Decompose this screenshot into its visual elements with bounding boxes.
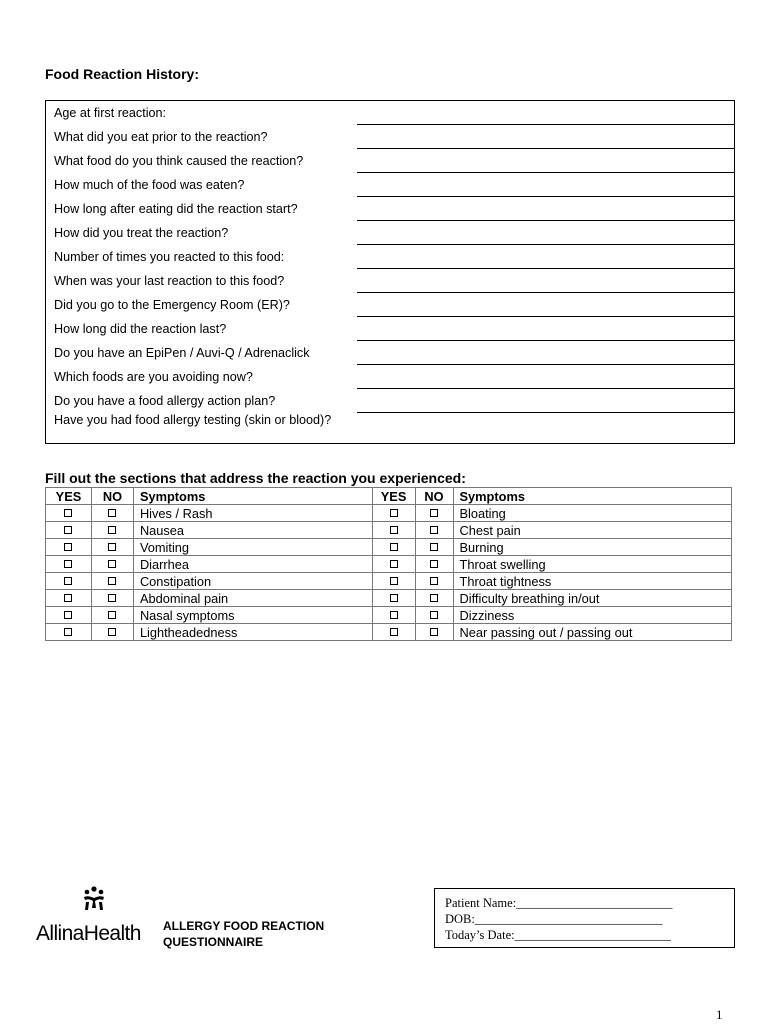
no-checkbox[interactable] [430, 577, 438, 585]
yes-checkbox[interactable] [64, 577, 72, 585]
brand-wordmark: AllinaHealth [36, 922, 141, 944]
history-question: How long did the reaction last? [54, 322, 227, 336]
no-checkbox[interactable] [108, 560, 116, 568]
no-checkbox[interactable] [108, 577, 116, 585]
no-cell [91, 556, 133, 573]
no-cell [91, 607, 133, 624]
symptom-label: Nasal symptoms [133, 607, 372, 624]
answer-line[interactable] [357, 244, 734, 245]
symptom-label: Bloating [453, 505, 731, 522]
no-cell [415, 573, 453, 590]
table-row [46, 556, 732, 573]
yes-checkbox[interactable] [390, 594, 398, 602]
symptom-label: Burning [453, 539, 731, 556]
history-question: What did you eat prior to the reaction? [54, 130, 268, 144]
column-header-no: NO [91, 488, 133, 505]
yes-cell [46, 539, 92, 556]
table-row [46, 607, 732, 624]
no-checkbox[interactable] [108, 509, 116, 517]
section-title-food-reaction-history: Food Reaction History: [45, 66, 200, 82]
history-question: When was your last reaction to this food? [54, 274, 285, 288]
yes-cell [46, 505, 92, 522]
column-header-symptoms: Symptoms [133, 488, 372, 505]
history-question: How much of the food was eaten? [54, 178, 245, 192]
answer-line[interactable] [357, 124, 734, 125]
table-row [46, 573, 732, 590]
table-row [46, 505, 732, 522]
no-checkbox[interactable] [108, 611, 116, 619]
answer-line[interactable] [357, 388, 734, 389]
yes-cell [372, 590, 415, 607]
no-checkbox[interactable] [430, 526, 438, 534]
yes-cell [46, 522, 92, 539]
yes-cell [372, 522, 415, 539]
no-cell [415, 590, 453, 607]
history-question: Do you have an EpiPen / Auvi-Q / Adrenaclick [54, 346, 310, 360]
yes-checkbox[interactable] [390, 611, 398, 619]
yes-cell [46, 573, 92, 590]
yes-cell [372, 573, 415, 590]
symptom-label: Lightheadedness [133, 624, 372, 641]
yes-checkbox[interactable] [64, 543, 72, 551]
symptom-label: Constipation [133, 573, 372, 590]
history-question: How did you treat the reaction? [54, 226, 229, 240]
no-checkbox[interactable] [108, 628, 116, 636]
symptom-label: Abdominal pain [133, 590, 372, 607]
yes-cell [372, 539, 415, 556]
table-row [46, 539, 732, 556]
table-row [46, 522, 732, 539]
history-question: Have you had food allergy testing (skin or blood)? [54, 413, 332, 427]
yes-cell [372, 556, 415, 573]
no-checkbox[interactable] [108, 526, 116, 534]
column-header-symptoms: Symptoms [453, 488, 731, 505]
allina-health-logo-graphic [36, 886, 156, 944]
answer-line[interactable] [357, 316, 734, 317]
table-header-row [46, 488, 732, 505]
yes-checkbox[interactable] [64, 526, 72, 534]
symptom-label: Difficulty breathing in/out [453, 590, 731, 607]
food-reaction-history-table [45, 100, 735, 444]
yes-checkbox[interactable] [64, 628, 72, 636]
no-checkbox[interactable] [108, 543, 116, 551]
history-question: Do you have a food allergy action plan? [54, 394, 276, 408]
symptom-label: Near passing out / passing out [453, 624, 731, 641]
yes-cell [46, 590, 92, 607]
yes-checkbox[interactable] [64, 509, 72, 517]
section-title-symptoms: Fill out the sections that address the reaction you experienced: [45, 470, 466, 486]
history-question: Which foods are you avoiding now? [54, 370, 253, 384]
document-title [163, 918, 324, 950]
answer-line[interactable] [357, 340, 734, 341]
yes-cell [46, 624, 92, 641]
history-question: How long after eating did the reaction start? [54, 202, 298, 216]
yes-checkbox[interactable] [390, 526, 398, 534]
answer-line[interactable] [357, 364, 734, 365]
document-title-line-2: QUESTIONNAIRE [163, 935, 264, 949]
no-cell [415, 505, 453, 522]
symptom-label: Dizziness [453, 607, 731, 624]
no-checkbox[interactable] [430, 611, 438, 619]
history-question: Age at first reaction: [54, 106, 166, 120]
yes-checkbox[interactable] [390, 628, 398, 636]
no-cell [91, 522, 133, 539]
no-checkbox[interactable] [108, 594, 116, 602]
no-checkbox[interactable] [430, 628, 438, 636]
answer-line[interactable] [357, 292, 734, 293]
no-checkbox[interactable] [430, 594, 438, 602]
no-cell [415, 556, 453, 573]
no-cell [91, 590, 133, 607]
symptom-label: Vomiting [133, 539, 372, 556]
allina-health-logo [36, 886, 156, 949]
symptom-label: Chest pain [453, 522, 731, 539]
no-cell [415, 607, 453, 624]
yes-checkbox[interactable] [64, 611, 72, 619]
page-number: 1 [716, 1007, 723, 1022]
document-title-line-1: ALLERGY FOOD REACTION [163, 919, 325, 933]
answer-line[interactable] [357, 268, 734, 269]
table-row [46, 624, 732, 641]
yes-cell [372, 624, 415, 641]
symptoms-table [45, 487, 732, 641]
no-checkbox[interactable] [430, 560, 438, 568]
no-checkbox[interactable] [430, 543, 438, 551]
yes-checkbox[interactable] [390, 509, 398, 517]
table-row [46, 590, 732, 607]
yes-cell [372, 505, 415, 522]
symptom-label: Throat tightness [453, 573, 731, 590]
yes-checkbox[interactable] [390, 577, 398, 585]
no-cell [91, 539, 133, 556]
column-header-yes: YES [46, 488, 92, 505]
answer-line[interactable] [357, 412, 734, 413]
yes-checkbox[interactable] [64, 560, 72, 568]
todays-date-field[interactable]: Today’s Date:_________________________ [445, 928, 671, 942]
history-question: What food do you think caused the reaction? [54, 154, 304, 168]
symptom-label: Hives / Rash [133, 505, 372, 522]
answer-line[interactable] [357, 148, 734, 149]
symptom-label: Diarrhea [133, 556, 372, 573]
history-question: Number of times you reacted to this food: [54, 250, 285, 264]
yes-cell [46, 556, 92, 573]
no-cell [91, 624, 133, 641]
column-header-yes: YES [372, 488, 415, 505]
answer-line[interactable] [357, 220, 734, 221]
patient-info-box [434, 888, 735, 948]
no-checkbox[interactable] [430, 509, 438, 517]
yes-checkbox[interactable] [390, 560, 398, 568]
patient-name-field[interactable]: Patient Name:_________________________ [445, 896, 673, 910]
no-cell [91, 505, 133, 522]
column-header-no: NO [415, 488, 453, 505]
symptom-label: Nausea [133, 522, 372, 539]
answer-line[interactable] [357, 196, 734, 197]
no-cell [91, 573, 133, 590]
yes-cell [46, 607, 92, 624]
history-question: Did you go to the Emergency Room (ER)? [54, 298, 290, 312]
symptom-label: Throat swelling [453, 556, 731, 573]
yes-checkbox[interactable] [390, 543, 398, 551]
yes-cell [372, 607, 415, 624]
yes-checkbox[interactable] [64, 594, 72, 602]
answer-line[interactable] [357, 172, 734, 173]
dob-field[interactable]: DOB:______________________________ [445, 912, 663, 926]
no-cell [415, 539, 453, 556]
no-cell [415, 522, 453, 539]
no-cell [415, 624, 453, 641]
